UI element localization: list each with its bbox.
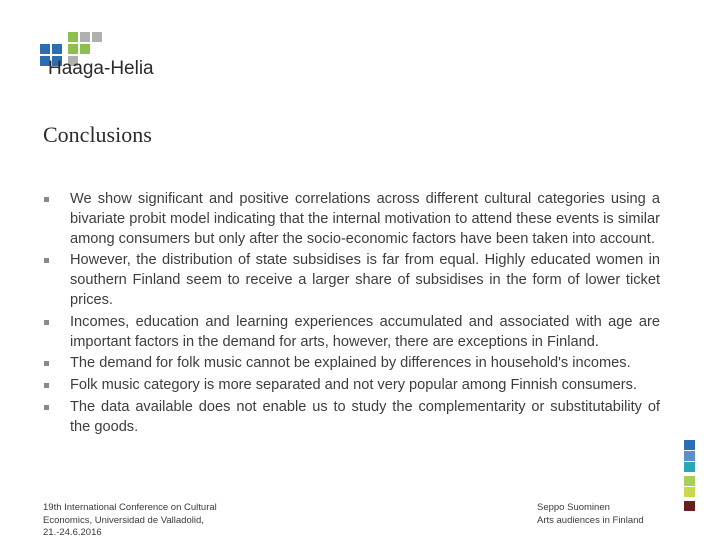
bullet-text: The data available does not enable us to study the complementarity or substitutability of the goods. [70,398,660,435]
side-color-block [684,476,695,486]
list-item [42,354,660,374]
list-item [42,376,660,396]
logo-square [80,44,90,54]
footer-talk-title: Arts audiences in Finland [537,514,644,526]
side-color-block [684,440,695,450]
logo-wordmark: Haaga-Helia [48,58,154,79]
bullet-icon [44,383,49,388]
side-color-block [684,501,695,511]
footer-author-block [537,502,644,527]
side-color-block [684,451,695,461]
bullet-text: Folk music category is more separated and not very popular among Finnish consumers. [70,377,637,394]
logo-square [52,44,62,54]
list-item [42,313,660,353]
bullet-icon [44,197,49,202]
footer-conference: 19th International Conference on Cultural Economics, Universidad de Valladolid, 21.-24.6.2016 [43,502,243,540]
logo-square [80,32,90,42]
list-item [42,398,660,438]
bullet-text: The demand for folk music cannot be explained by differences in household's incomes. [70,355,631,372]
logo-square [40,44,50,54]
slide-title: Conclusions [43,122,152,147]
logo-square [92,32,102,42]
bullet-list [42,190,660,440]
bullet-icon [44,258,49,263]
bullet-text: We show significant and positive correlations across different cultural categories using a bivariate probit model indicating that the internal motivation to attend these events is similar among consumers but only after the socio-economic factors have been taken into account. [70,191,660,247]
side-color-block [684,487,695,497]
bullet-icon [44,361,49,366]
footer-author: Seppo Suominen [537,502,610,513]
logo-square [68,32,78,42]
bullet-icon [44,405,49,410]
logo-square [68,44,78,54]
bullet-text: However, the distribution of state subsidises is far from equal. Highly educated women in southern Finland seem to receive a larger share of subsidises in the form of lower ticket prices. [70,252,660,308]
bullet-text: Incomes, education and learning experiences accumulated and associated with age are important factors in the demand for arts, however, there are exceptions in Finland. [70,313,660,350]
list-item [42,251,660,310]
side-color-block [684,462,695,472]
bullet-icon [44,320,49,325]
list-item [42,190,660,249]
